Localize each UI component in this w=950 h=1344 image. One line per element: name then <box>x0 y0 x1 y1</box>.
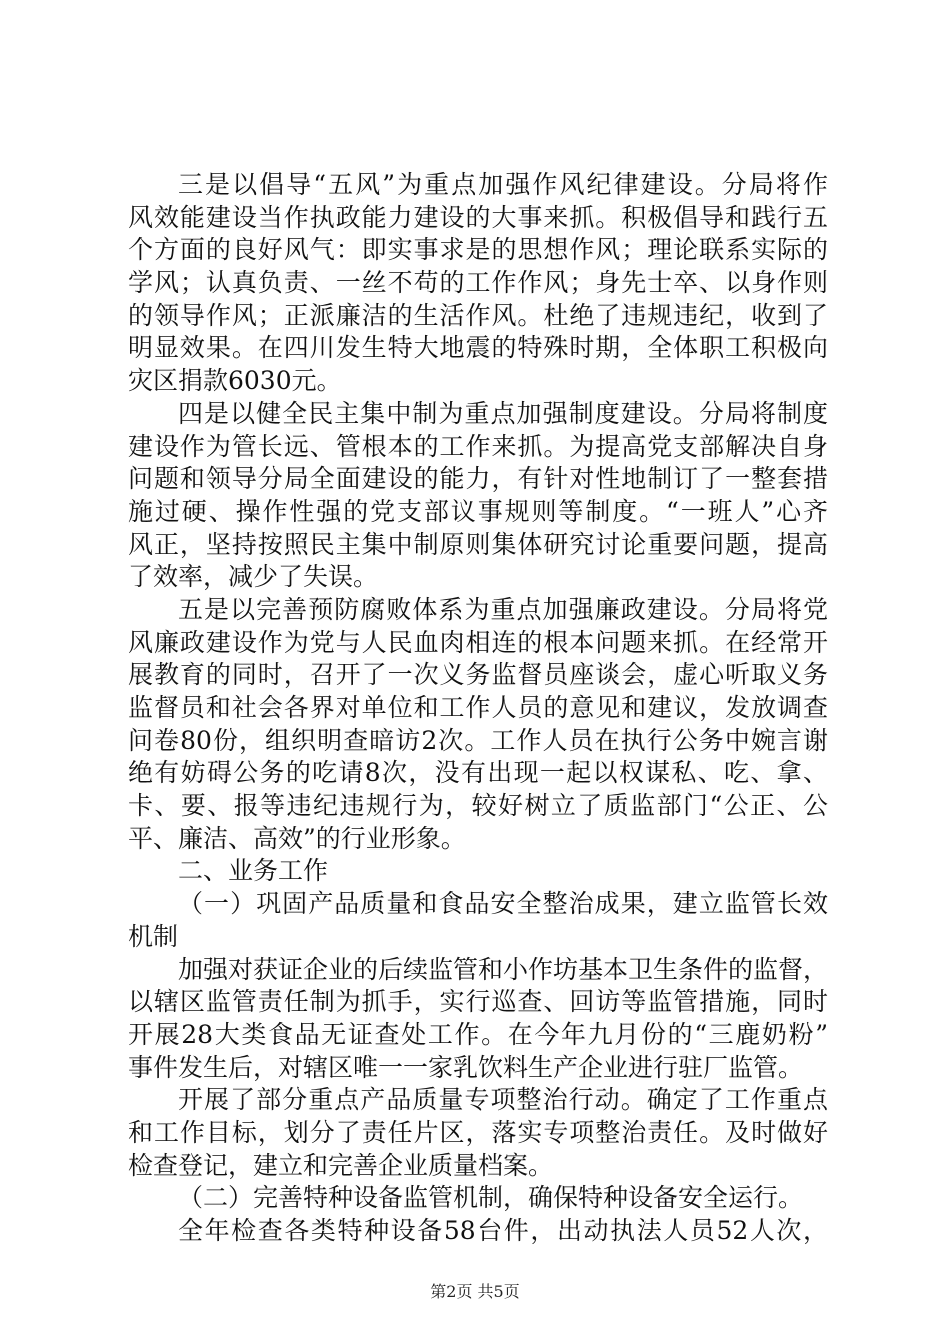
text-line: 和工作目标，划分了责任片区，落实专项整治责任。及时做好 <box>128 1117 828 1147</box>
subsection-heading: （二）完善特种设备监管机制，确保特种设备安全运行。 <box>178 1183 804 1213</box>
paragraph-style-discipline <box>128 169 828 398</box>
subsection-heading: 机制 <box>128 921 179 951</box>
section-heading: 二、业务工作 <box>178 856 329 886</box>
text-line: 学风；认真负责、一丝不苟的工作作风；身先士卒、以身作则 <box>128 268 828 298</box>
text-line: 风正，坚持按照民主集中制原则集体研究讨论重要问题，提高 <box>128 529 828 559</box>
text-line: 个方面的良好风气：即实事求是的思想作风；理论联系实际的 <box>128 235 828 265</box>
subsection-heading: （一）巩固产品质量和食品安全整治成果，建立监管长效 <box>178 889 828 919</box>
text-line: 四是以健全民主集中制为重点加强制度建设。分局将制度 <box>178 398 828 428</box>
text-line: 三是以倡导“五风”为重点加强作风纪律建设。分局将作 <box>178 170 828 199</box>
subsection-heading-product-quality <box>128 888 828 953</box>
text-line: 展教育的同时，召开了一次义务监督员座谈会，虚心听取义务 <box>128 660 828 690</box>
paragraph-supervision <box>128 954 828 1085</box>
text-line: 五是以完善预防腐败体系为重点加强廉政建设。分局将党 <box>178 594 828 624</box>
paragraph-anti-corruption <box>128 594 828 856</box>
text-line: 灾区捐款6030元。 <box>128 366 342 396</box>
section-heading-business <box>128 855 828 888</box>
text-line: 问题和领导分局全面建设的能力，有针对性地制订了一整套措 <box>128 464 828 494</box>
text-line: 施过硬、操作性强的党支部议事规则等制度。“一班人”心齐 <box>128 496 828 526</box>
text-line: 明显效果。在四川发生特大地震的特殊时期，全体职工积极向 <box>128 333 828 363</box>
page-footer <box>0 1282 950 1302</box>
paragraph-system-building <box>128 398 828 594</box>
text-line: 绝有妨碍公务的吃请8次，没有出现一起以权谋私、吃、拿、 <box>128 758 828 788</box>
text-line: 问卷80份，组织明查暗访2次。工作人员在执行公务中婉言谢 <box>128 725 828 755</box>
page-number: 第2页 共5页 <box>430 1282 520 1301</box>
text-line: 风效能建设当作执政能力建设的大事来抓。积极倡导和践行五 <box>128 202 828 232</box>
text-line: 风廉政建设作为党与人民血肉相连的根本问题来抓。在经常开 <box>128 627 828 657</box>
paragraph-equipment-inspection <box>128 1215 828 1248</box>
text-line: 建设作为管长远、管根本的工作来抓。为提高党支部解决自身 <box>128 431 828 461</box>
text-line: 开展了部分重点产品质量专项整治行动。确定了工作重点 <box>178 1085 828 1115</box>
text-line: 开展28大类食品无证查处工作。在今年九月份的“三鹿奶粉” <box>128 1019 828 1049</box>
text-line: 检查登记，建立和完善企业质量档案。 <box>128 1150 554 1180</box>
text-line: 加强对获证企业的后续监管和小作坊基本卫生条件的监督， <box>178 954 829 984</box>
subsection-heading-special-equipment <box>128 1182 828 1215</box>
text-line: 平、廉洁、高效”的行业形象。 <box>128 823 466 853</box>
document-body <box>128 169 828 1248</box>
text-line: 的领导作风；正派廉洁的生活作风。杜绝了违规违纪，收到了 <box>128 300 828 330</box>
text-line: 全年检查各类特种设备58台件，出动执法人员52人次， <box>178 1216 828 1245</box>
text-line: 事件发生后，对辖区唯一一家乳饮料生产企业进行驻厂监管。 <box>128 1052 804 1082</box>
text-line: 以辖区监管责任制为抓手，实行巡查、回访等监管措施，同时 <box>128 987 828 1017</box>
paragraph-special-rectification <box>128 1084 828 1182</box>
text-line: 了效率，减少了失误。 <box>128 562 379 592</box>
text-line: 监督员和社会各界对单位和工作人员的意见和建议，发放调查 <box>128 693 828 722</box>
text-line: 卡、要、报等违纪违规行为，较好树立了质监部门“公正、公 <box>128 791 828 821</box>
